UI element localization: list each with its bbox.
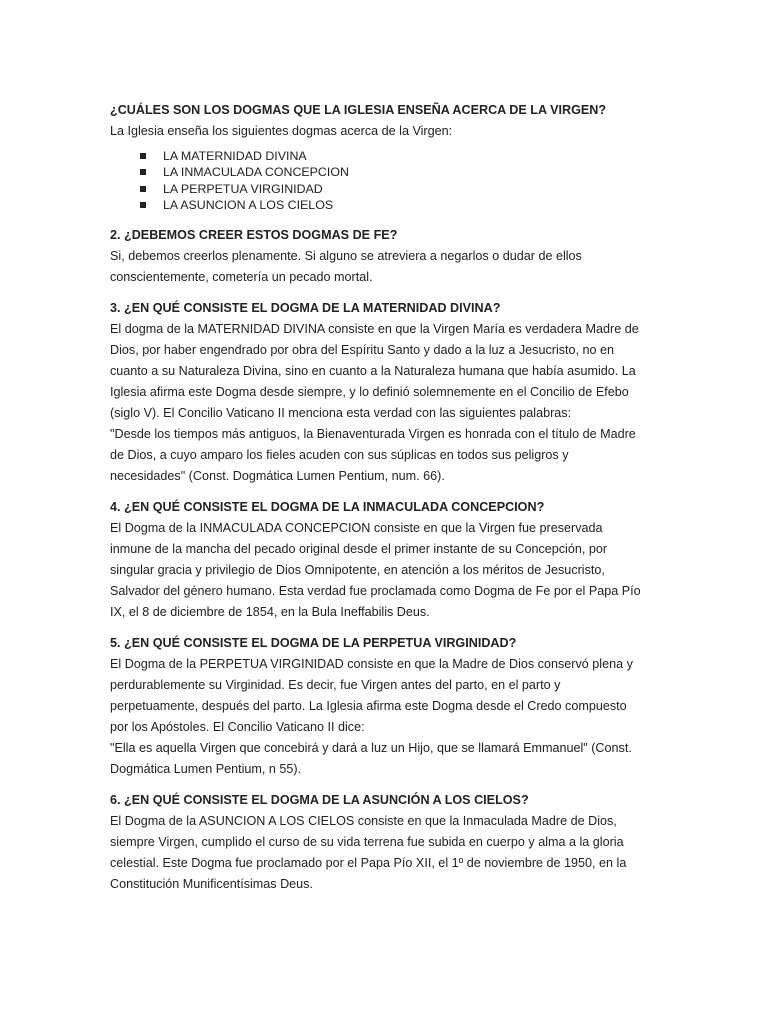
square-bullet-icon [140,186,146,192]
section-body: El Dogma de la PERPETUA VIRGINIDAD consiste en que la Madre de Dios conservó plena y perdurablemente su Virginidad. Es decir, fue Virgen antes del parto, en el parto y perpetuamente, después del parto. La Iglesia afirma este Dogma desde el Credo compuesto por los Apóstoles. El Concilio Vaticano II dice: "Ella es aquella Virgen que concebirá y dará a luz un Hijo, que se llamará Emmanuel" (Const. Dogmática Lumen Pentium, n 55). [110,657,633,777]
section-heading: 3. ¿EN QUÉ CONSISTE EL DOGMA DE LA MATERNIDAD DIVINA? [110,301,501,316]
spacer [110,288,768,298]
list-item-text: LA INMACULADA CONCEPCION [163,165,349,180]
section-body: El Dogma de la INMACULADA CONCEPCION consiste en que la Virgen fue preservada inmune de la mancha del pecado original desde el primer instante de su Concepción, por singular gracia y privilegio de Dios Omnipotente, en atención a los méritos de Jesucristo, Salvador del género humano. Esta verdad fue proclamada como Dogma de Fe por el Papa Pío IX, el 8 de diciembre de 1854, en la Bula Ineffabilis Deus. [110,521,641,620]
section-heading: 4. ¿EN QUÉ CONSISTE EL DOGMA DE LA INMACULADA CONCEPCION? [110,500,545,515]
section-debemos-creer [110,225,768,288]
dogma-bullet-list [110,148,768,213]
section-heading: ¿CUÁLES SON LOS DOGMAS QUE LA IGLESIA ENSEÑA ACERCA DE LA VIRGEN? [110,103,607,117]
spacer [110,213,768,225]
list-item [110,197,768,213]
section-dogmas-list [110,100,768,213]
section-heading: 6. ¿EN QUÉ CONSISTE EL DOGMA DE LA ASUNCIÓN A LOS CIELOS? [110,793,529,808]
square-bullet-icon [140,202,146,208]
list-item-text: LA PERPETUA VIRGINIDAD [163,181,323,196]
spacer [110,487,768,497]
list-item [110,181,768,197]
square-bullet-icon [140,153,146,159]
list-item [110,148,768,164]
section-maternidad-divina [110,298,768,487]
list-item-text: LA MATERNIDAD DIVINA [163,149,307,163]
list-item-text: LA ASUNCION A LOS CIELOS [163,197,334,212]
section-asuncion [110,790,768,895]
section-body: La Iglesia enseña los siguientes dogmas acerca de la Virgen: [110,124,453,138]
spacer [110,623,768,633]
section-heading: 5. ¿EN QUÉ CONSISTE EL DOGMA DE LA PERPETUA VIRGINIDAD? [110,636,517,651]
square-bullet-icon [140,169,146,175]
section-body: El Dogma de la ASUNCION A LOS CIELOS consiste en que la Inmaculada Madre de Dios, siempre Virgen, cumplido el curso de su vida terrena fue subida en cuerpo y alma a la gloria celestial. Este Dogma fue proclamado por el Papa Pío XII, el 1º de noviembre de 1950, en la Constitución Munificentísimas Deus. [110,814,627,892]
section-inmaculada-concepcion [110,497,768,623]
spacer [110,780,768,790]
section-perpetua-virginidad [110,633,768,780]
section-body: Si, debemos creerlos plenamente. Si alguno se atreviera a negarlos o dudar de ellos conscientemente, cometería un pecado mortal. [110,249,582,285]
list-item [110,164,768,180]
section-heading: 2. ¿DEBEMOS CREER ESTOS DOGMAS DE FE? [110,228,398,243]
section-body: El dogma de la MATERNIDAD DIVINA consiste en que la Virgen María es verdadera Madre de Dios, por haber engendrado por obra del Espíritu Santo y dado a la luz a Jesucristo, no en cuanto a su Naturaleza Divina, sino en cuanto a la Naturaleza humana que había asumido. La Iglesia afirma este Dogma desde siempre, y lo definió solemnemente en el Concilio de Efebo (siglo V). El Concilio Vaticano II menciona esta verdad con las siguientes palabras: "Desde los tiempos más antiguos, la Bienaventurada Virgen es honrada con el título de Madre de Dios, a cuyo amparo los fieles acuden con sus súplicas en todos sus peligros y necesidades" (Const. Dogmática Lumen Pentium, num. 66). [110,322,639,484]
